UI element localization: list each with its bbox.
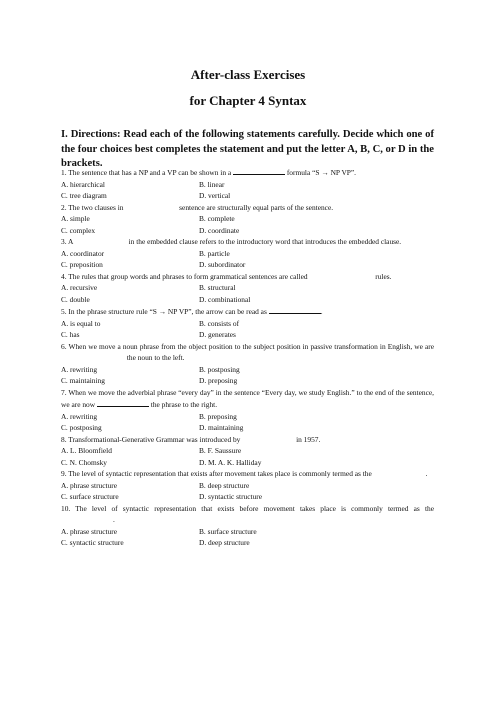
question-text: the noun to the left.: [125, 353, 185, 362]
question-text: 1. The sentence that has a NP and a VP can be shown in a: [61, 168, 233, 177]
question-text: 3. A: [61, 237, 75, 246]
question-text: 2. The two clauses in: [61, 202, 126, 212]
question-text: 7. When we move the adverbial phrase “every day” in the sentence “Every day, we study English.” to the end of the sentence, we are now: [61, 387, 434, 409]
question-text: in 1957.: [294, 434, 321, 444]
option-d: D. subordinator: [199, 260, 246, 269]
option-b: B. postposing: [199, 364, 240, 374]
question-stem: [61, 202, 434, 214]
exercise-title: After-class Exercises: [190, 67, 306, 82]
options-row: [61, 411, 434, 423]
options-row: [61, 329, 434, 341]
question-stem: [61, 434, 434, 446]
option-c: C. syntactic structure: [61, 538, 124, 547]
question-text: 9. The level of syntactic representation that exists after movement takes place is commonly termed as the: [61, 469, 374, 478]
option-c: C. double: [61, 294, 90, 304]
option-d: D. generates: [199, 330, 236, 339]
option-b: B. deep structure: [199, 480, 250, 490]
option-c: C. complex: [61, 225, 96, 235]
option-b: B. F. Saussure: [199, 446, 242, 455]
option-d: D. syntactic structure: [199, 492, 263, 501]
option-a: A. rewriting: [61, 411, 98, 421]
options-row: [61, 225, 434, 237]
question-stem: [61, 387, 434, 411]
chapter-subtitle: for Chapter 4 Syntax: [189, 93, 307, 108]
option-a: A. rewriting: [61, 364, 98, 374]
option-c: C. maintaining: [61, 376, 105, 385]
option-a: A. hierarchical: [61, 179, 105, 189]
options-row: [61, 282, 434, 294]
options-row: [61, 537, 434, 549]
options-row: [61, 179, 434, 191]
options-row: [61, 526, 434, 538]
question-stem: [61, 271, 434, 283]
question-text: in the embedded clause refers to the introductory word that introduces the embedded clause.: [126, 237, 402, 246]
options-row: [61, 457, 434, 469]
options-row: [61, 422, 434, 434]
question-text: sentence are structurally equal parts of the sentence.: [177, 202, 334, 212]
question-text: 6. When we move a noun phrase from the object position to the subject position in passive transformation in English, we are: [61, 341, 434, 351]
option-b: B. preposing: [199, 411, 237, 421]
question-text: the phrase to the right.: [148, 400, 218, 409]
question-text: .: [320, 307, 323, 316]
option-b: B. complete: [199, 214, 235, 223]
option-d: D. vertical: [199, 191, 231, 200]
question-stem: [61, 236, 434, 248]
option-d: D. preposing: [199, 376, 238, 385]
option-d: D. deep structure: [199, 538, 250, 547]
question-text: 5. In the phrase structure rule “S → NP VP”, the arrow can be read as: [61, 307, 269, 316]
question-text: formula “S → NP VP”.: [285, 168, 357, 177]
option-c: C. postposing: [61, 423, 102, 432]
question-text: 8. Transformational-Generative Grammar was introduced by: [61, 434, 243, 444]
question-text: .: [425, 469, 428, 478]
question-stem: [61, 166, 434, 179]
question-stem: [61, 341, 434, 364]
option-a: A. is equal to: [61, 318, 101, 328]
option-c: C. tree diagram: [61, 191, 107, 200]
options-row: [61, 318, 434, 330]
options-row: [61, 364, 434, 376]
option-b: B. particle: [199, 248, 230, 258]
option-b: B. surface structure: [199, 526, 257, 536]
option-b: B. structural: [199, 283, 236, 292]
question-stem: [61, 468, 434, 480]
option-d: D. coordinate: [199, 225, 240, 235]
options-row: [61, 259, 434, 271]
options-row: [61, 480, 434, 492]
answer-blank: [269, 305, 321, 314]
option-a: A. phrase structure: [61, 480, 118, 490]
question-stem: [61, 503, 434, 526]
answer-blank: [97, 398, 149, 407]
question-list: [61, 166, 434, 549]
option-c: C. preposition: [61, 260, 103, 269]
question-stem: [61, 305, 434, 318]
question-text: rules.: [373, 271, 392, 281]
options-row: [61, 491, 434, 503]
option-c: C. has: [61, 330, 80, 339]
option-d: D. M. A. K. Halliday: [199, 457, 262, 467]
option-c: C. surface structure: [61, 492, 119, 501]
options-row: [61, 248, 434, 260]
question-text: 10. The level of syntactic representation that exists before movement takes place is commonly termed as the: [61, 503, 434, 513]
options-row: [61, 213, 434, 225]
option-c: C. N. Chomsky: [61, 457, 107, 467]
option-a: A. phrase structure: [61, 526, 118, 536]
options-row: [61, 445, 434, 457]
options-row: [61, 190, 434, 202]
directions-paragraph: I. Directions: Read each of the following statements carefully. Decide which one of the four choices best completes the statement and put the letter A, B, C, or D in the brackets.: [61, 129, 434, 170]
option-a: A. coordinator: [61, 248, 105, 258]
option-b: B. consists of: [199, 318, 240, 328]
option-d: D. combinational: [199, 294, 251, 304]
option-a: A. L. Bloomfield: [61, 446, 112, 455]
option-b: B. linear: [199, 179, 225, 189]
question-text: .: [113, 515, 115, 524]
options-row: [61, 375, 434, 387]
answer-blank: [233, 166, 285, 175]
options-row: [61, 294, 434, 306]
option-a: A. recursive: [61, 283, 98, 292]
option-d: D. maintaining: [199, 423, 244, 432]
question-text: 4. The rules that group words and phrases to form grammatical sentences are called: [61, 271, 310, 281]
option-a: A. simple: [61, 214, 90, 223]
